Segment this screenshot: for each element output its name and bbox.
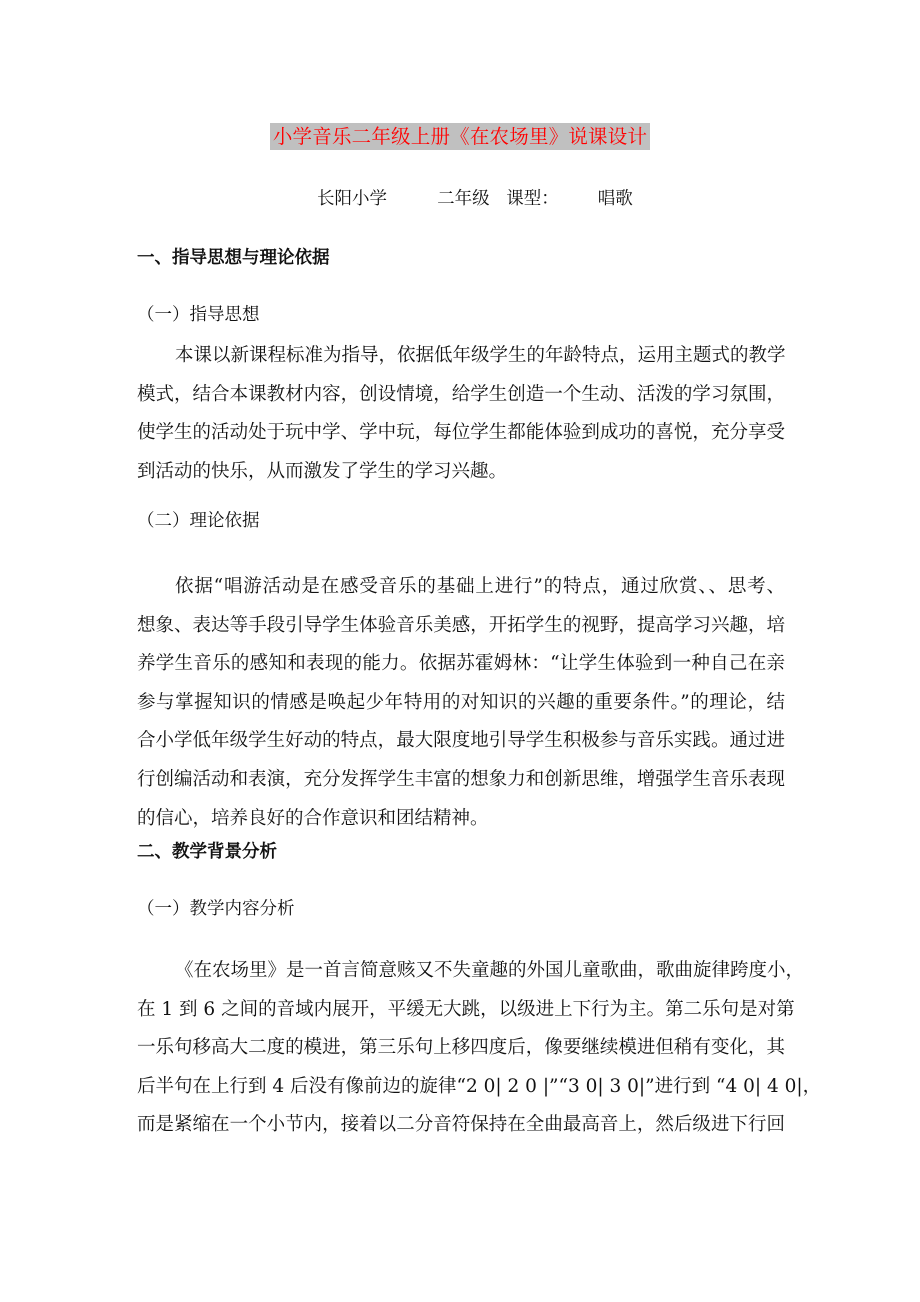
subsection-heading-2-1: （一）教学内容分析	[137, 899, 295, 919]
text-line: 想象、表达等手段引导学生体验音乐美感，开拓学生的视野，提高学习兴趣，培	[137, 614, 785, 636]
document-title: 小学音乐二年级上册《在农场里》说课设计	[270, 123, 650, 150]
paragraph-content-analysis	[137, 952, 822, 1145]
text-line: 而是紧缩在一个小节内，接着以二分音符保持在全曲最高音上，然后级进下行回	[137, 1114, 785, 1136]
subsection-heading-1-2: （二）理论依据	[137, 511, 260, 531]
text-line: 使学生的活动处于玩中学、学中玩，每位学生都能体验到成功的喜悦，充分享受	[137, 422, 785, 444]
text-line: 一乐句移高大二度的模进，第三乐句上移四度后，像要继续模进但稍有变化，其	[137, 1037, 785, 1059]
text-line: 参与掌握知识的情感是唤起少年特用的对知识的兴趣的重要条件。”的理论，结	[137, 691, 785, 713]
subsection-heading-1-1: （一）指导思想	[137, 305, 260, 325]
text-line: 合小学低年级学生好动的特点，最大限度地引导学生积极参与音乐实践。通过进	[137, 730, 785, 752]
text-line: 模式，结合本课教材内容，创设情境，给学生创造一个生动、活泼的学习氛围，	[137, 383, 785, 405]
text-line: 《在农场里》是一首言简意赅又不失童趣的外国儿童歌曲，歌曲旋律跨度小，	[175, 960, 805, 981]
text-line: 行创编活动和表演，充分发挥学生丰富的想象力和创新思维，增强学生音乐表现	[137, 768, 785, 790]
lesson-type-label: 课型：	[506, 189, 559, 209]
lesson-meta	[317, 186, 633, 212]
lesson-type: 唱歌	[597, 189, 633, 209]
grade: 二年级	[437, 189, 490, 209]
school-name: 长阳小学	[317, 189, 387, 209]
title-block	[0, 123, 920, 150]
paragraph-theoretical-basis	[137, 568, 785, 838]
text-line: 养学生音乐的感知和表现的能力。依据苏霍姆林：“让学生体验到一种自己在亲	[137, 653, 785, 675]
section-heading-1: 一、指导思想与理论依据	[137, 248, 330, 268]
text-line: 到活动的快乐，从而激发了学生的学习兴趣。	[137, 460, 508, 482]
paragraph-guiding-ideology	[137, 337, 785, 491]
text-line: 后半句在上行到 4 后没有像前边的旋律“2 0| 2 0 |”“3 0| 3 0|”进行到 “4 0| 4 0|，	[137, 1075, 822, 1097]
section-heading-2: 二、教学背景分析	[137, 842, 277, 862]
text-line: 依据“唱游活动是在感受音乐的基础上进行”的特点，通过欣赏、、思考、	[175, 576, 785, 597]
text-line: 在 1 到 6 之间的音域内展开，平缓无大跳，以级进上下行为主。第二乐句是对第	[137, 998, 795, 1020]
text-line: 本课以新课程标准为指导，依据低年级学生的年龄特点，运用主题式的教学	[175, 345, 786, 366]
text-line: 的信心，培养良好的合作意识和团结精神。	[137, 807, 489, 829]
